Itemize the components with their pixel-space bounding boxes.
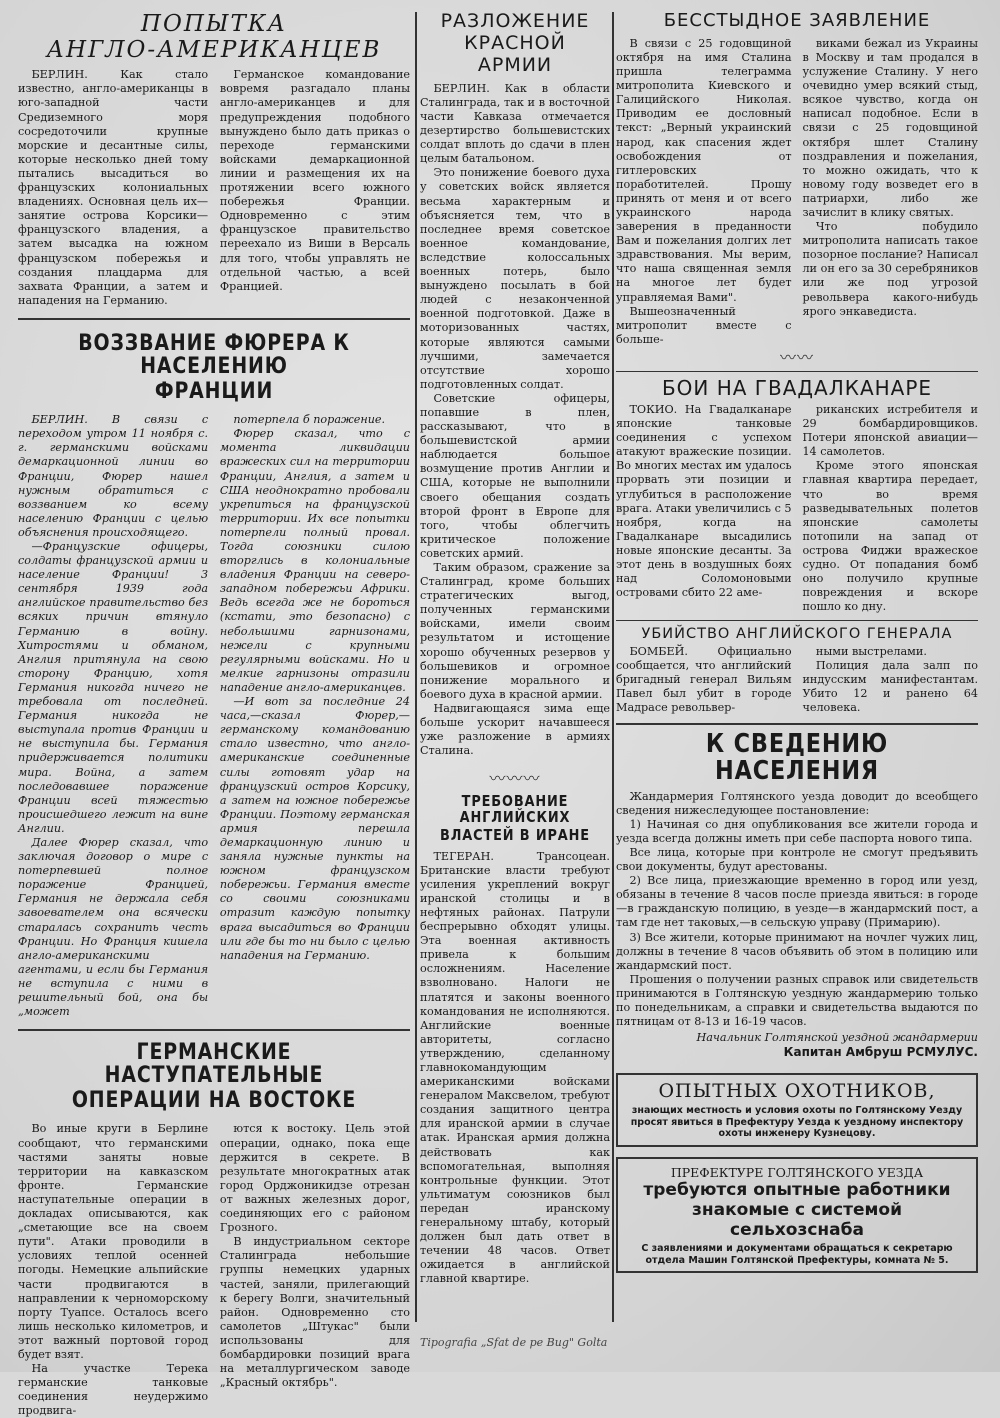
signature-line-2: Капитан Амбруш РСМУЛУС. — [783, 1045, 978, 1060]
paragraph: Жандармерия Голтянского уезда доводит до всеобщего сведения нижеследующее постановление: — [616, 789, 978, 817]
headline-line-1: РАЗЛОЖЕНИЕ — [440, 10, 590, 32]
paragraph: ются к востоку. Цель этой операции, однако, пока еще держится в секрете. В результате многократных атак город Орджоникидзе отрезан от важных железных дорог, соединяющих его с районом Грозного. — [219, 1122, 410, 1235]
notice-body — [616, 790, 978, 1030]
paragraph: ТОКИО. На Гвадалканаре японские танковые соединения с успехом атакуют вражеские позиции. Во многих местах им удалось прорвать эти позиции и углубиться в расположение врага. Атаки увеличились с 5 ноября, когда на Гвадалканаре высадились новые японские десанты. За этот день в воздушных боях над Соломоновыми островами сбито 22 аме- — [616, 402, 792, 600]
article-body-left — [18, 1122, 208, 1418]
article-general-murder — [616, 627, 978, 715]
paragraph: В индустриальном секторе Сталинграда небольшие группы немецких ударных частей, заняли, прилегающий к берегу Волги, значительный район. Одновременно сто самолетов „Штукас" были использованы для бомбардировки позиций врага на металлургическом заводе „Красный октябрь". — [219, 1235, 410, 1390]
headline-line-1: ГЕРМАНСКИЕ НАСТУПАТЕЛЬНЫЕ — [104, 1040, 324, 1089]
article-shameless-statement — [616, 12, 978, 347]
article-body-left — [18, 413, 208, 1019]
paragraph: Что побудило митрополита написать такое позорное послание? Написал ли он его за 30 серебряников или же под угрозой револьвера какого-нибудь ярого энкаведиста. — [802, 220, 978, 318]
headline: К СВЕДЕНИЮ НАСЕЛЕНИЯ — [705, 729, 889, 787]
column-rule-2 — [612, 12, 614, 1322]
paragraph: Таким образом, сражение за Сталинград, кроме больших стратегических выгод, полученных германскими войсками, имели своим результатом и истощение хорошо обученных резервов у большевиков и огромное понижение морального и боевого духа в красной армии. — [420, 561, 610, 701]
article-body-right — [802, 403, 978, 614]
divider — [616, 371, 978, 372]
headline: БОИ НА ГВАДАЛКАНАРЕ — [661, 375, 933, 400]
headline-line-1: ПОПЫТКА — [140, 11, 288, 37]
article-red-army-decay — [420, 12, 610, 758]
paragraph: Полиция дала залп по индусским манифестантам. Убито 12 и ранено 64 человека. — [802, 658, 978, 714]
signature-line-1: Начальник Голтянской уездной жандармерии — [696, 1031, 978, 1045]
ad-title: ОПЫТНЫХ ОХОТНИКОВ, — [658, 1080, 936, 1103]
paragraph: Далее Фюрер сказал, что заключая договор о мире с потерпевшей полное поражение Францией, Германия не держала себя завоевателем она всячески старалась сохранить честь Франции. Но Франция кишела англо-американскими агентами, и если бы Германия не вступила с ними в решительный бой, она бы „может — [18, 835, 209, 1019]
column-middle — [420, 10, 610, 1286]
notice-to-population — [616, 731, 978, 1059]
wavy-divider: 〰〰〰 — [489, 769, 541, 789]
headline-line-2: КРАСНОЙ — [464, 31, 566, 54]
article-body-left — [616, 403, 792, 614]
article-guadalcanal — [616, 375, 978, 614]
wavy-divider: 〰〰 — [779, 347, 814, 367]
headline: БЕССТЫДНОЕ ЗАЯВЛЕНИЕ — [663, 10, 931, 31]
paragraph: риканских истребителя и 29 бомбардировщиков. Потери японской авиации—14 самолетов. — [802, 402, 978, 459]
paragraph: ТЕГЕРАН. Трансоцеан. Британские власти требуют усиления укреплений вокруг иранской столицы и в нефтяных районах. Патрули беспрерывно обходят улицы. Эта военная активность привела к большим осложнениям. Население взволновано. Налоги не платятся и законы военного командования не исполняются. Английские военные авторитеты, согласно утверждению, сделанному главнокомандующим американскими войсками генералом Макcвелом, требуют создания защитного центра для иранской армии в случае атак. Иранская армия должна действовать как вспомогательная, выполняя контрольные функции. Этот ультиматум союзников был передан иранскому генеральному штабу, который должен был дать ответ в течении 48 часов. Ответ ожидается в английской главной квартире. — [420, 849, 610, 1286]
paragraph: —Французские офицеры, солдаты французской армии и население Франции! 3 сентября 1939 года английское правительство без всяких причин втянуло Германию в войну. Хитростями и обманом, Англия притянула на свою сторону Францию, хотя Германия никогда ничего не требовала от последней. Германия никогда не выступала против Франции и не выступила бы. Германия придерживается политики мира. Война, а затем последовавшее поражение Франции всей тяжестью происшедшего лежит на вине Англии. — [18, 540, 209, 835]
headline-line-1: ВОЗЗВАНИЕ ФЮРЕРА К НАСЕЛЕНИЮ — [78, 330, 350, 379]
ad-workers-box — [616, 1157, 978, 1274]
paragraph: Германское командование вовремя разгадало планы англо-американцев и для предупреждения подобного вынуждено было дать приказ о переходе германскими войсками демаркационной линии и размещения их на протяжении всего южного побережья Франции. Одновременно с этим французское правительство переехало из Виши в Версаль для того, чтобы управлять не отдельной частью, а всей Францией. — [219, 68, 410, 293]
paragraph: Во иные круги в Берлине сообщают, что германскими частями заняты новые территории на кавказском фронте. Германские наступательные операции в докладах описываются, как „сметающие все на своем пути". Атаки проводили в условиях теплой осенней погоды. Немецкие альпийские части продвигаются в направлении к черноморскому порту Туапсе. Осталось всего лишь несколько километров, и этот важный портовой город будет взят. — [18, 1122, 209, 1361]
article-body — [420, 850, 610, 1287]
article-body — [420, 82, 610, 759]
ad-top-line: ПРЕФЕКТУРЕ ГОЛТЯНСКОГО УЕЗДА — [670, 1164, 924, 1180]
paragraph: потерпела б поражение. — [233, 413, 386, 427]
paragraph: Советские офицеры, попавшие в плен, рассказывают, что в большевистской армии наблюдается большое возмущение против Англии и США, которые не выполнили своего обещания создать второй фронт в Европе для того, чтобы облегчить критическое положение советских армий. — [420, 391, 610, 560]
paragraph: ными выстрелами. — [815, 644, 927, 658]
column-right — [616, 10, 978, 1273]
column-rule-1 — [415, 12, 417, 1322]
headline-line-2: ОПЕРАЦИИ НА ВОСТОКЕ — [71, 1088, 357, 1114]
paragraph: На участке Терека германские танковые соединения неудержимо продвига- — [18, 1362, 209, 1418]
paragraph: 3) Все жители, которые принимают на ночлег чужих лиц, должны в течение 8 часов объявить об этом в полицию или жандармский пост. — [616, 930, 978, 972]
divider — [616, 620, 978, 621]
paragraph: БЕРЛИН. Как в области Сталинграда, так и в восточной части Кавказа отмечается дезертирство большевистских солдат вплоть до сдачи в плен целым батальоном. — [420, 81, 610, 166]
article-german-offensive — [18, 1041, 410, 1418]
paragraph: Надвигающаяся зима еще больше ускорит начавшееся уже разложение в армиях Сталина. — [420, 701, 610, 758]
ad-title-line-1: требуются опытные работники — [643, 1180, 951, 1201]
ad-text: знающих местность и условия охоты по Голтянскому Уезду просят явиться в Префектуру Уезда к уездному инспектору охоты инженеру Кузнецову. — [630, 1105, 964, 1140]
article-body-right — [220, 413, 410, 1019]
paragraph: БЕРЛИН. В связи с переходом утром 11 ноября с. г. германскими войсками демаркационной линии во Франции, Фюрер нашел нужным обратиться с воззванием ко всему населению Франции с целью объяснения происходящего. — [18, 413, 209, 539]
headline-line-2: ФРАНЦИИ — [154, 379, 274, 405]
headline-line-2: ВЛАСТЕЙ В ИРАНЕ — [440, 825, 590, 844]
paragraph: Фюрер сказал, что с момента ликвидации вражеских сил на территории Франции, Англия, а затем и США неоднократно пробовали укрепиться на французской территории. Их все попытки потерпели полный провал. Тогда союзники силою вторглись в колониальные владения Франции на северо-западном побережьи Африки. Ведь всегда же не бороться (кстати, это безопасно) с небольшими гарнизонами, нежели с крупными регулярными войсками. Но и мелкие гарнизоны отразили нападение англо-американцев. — [219, 427, 410, 694]
paragraph: Это понижение боевого духа у советских войск является весьма характерным и объясняется тем, что в последнее время советское военное командование, вследствие колоссальных военных потерь, было вынуждено посылать в бой людей с незаконченной военной подготовкой. Даже в моторизованных частях, которые являются самыми лучшими, замечается отсутствие хорошо подготовленных солдат. — [420, 166, 610, 391]
paragraph: Прошения о получении разных справок или свидетельств принимаются в Голтянскую уездную жандармерию только по понедельникам, а справки и свидетельства выдаются по пятницам от 8-13 и 16-19 часов. — [616, 972, 978, 1029]
paragraph: Все лица, которые при контроле не смогут предъявить свои документы, будут арестованы. — [616, 846, 978, 874]
article-body-left — [18, 68, 208, 308]
divider — [18, 318, 410, 320]
article-body-right — [802, 645, 978, 715]
column-left — [18, 10, 410, 1418]
article-fuhrer-appeal — [18, 332, 410, 1019]
ad-text: С заявлениями и документами обращаться к секретарю отдела Машин Голтянской Префектуры, комната № 5. — [641, 1243, 953, 1266]
headline-line-1: ТРЕБОВАНИЕ АНГЛИЙСКИХ — [459, 792, 571, 827]
headline-line-3: АРМИИ — [477, 53, 553, 76]
paragraph: виками бежал из Украины в Москву и там продался в услужение Сталину. У него очевидно умер всякий стыд, всякое чувство, когда он написал подобное. Если в связи с 25 годовщиной октября шлет Сталину поздравления и пожелания, то можно ожидать, что к новому году возведет его в патриархи, либо же зачислит в клику святых. — [802, 36, 978, 220]
article-body-left — [616, 37, 792, 347]
paragraph: БОМБЕЙ. Официально сообщается, что английский бригадный генерал Вильям Павел был убит в городе Мадрасе револьвер- — [616, 644, 792, 714]
headline: УБИЙСТВО АНГЛИЙСКОГО ГЕНЕРАЛА — [641, 626, 953, 643]
paragraph: Вышеозначенный митрополит вместе с больше- — [616, 304, 792, 346]
paragraph: —И вот за последние 24 часа,—сказал Фюрер,—германскому командованию стало известно, что англо-американские соединенные силы готовят удар на французский остров Корсику, а затем на южное побережье Франции. Поэтому германская армия перешла демаркационную линию и заняла нужные пункты на южном французском побережьи. Германия вместе со своими союзниками отразит каждую попытку врага высадиться во Франции или где бы то ни было с целью нападения на Германию. — [219, 695, 410, 962]
ad-hunters-box — [616, 1073, 978, 1147]
article-body-right — [220, 68, 410, 308]
article-body-right — [220, 1122, 410, 1418]
divider — [18, 1029, 410, 1031]
article-body-right — [802, 37, 978, 347]
paragraph: БЕРЛИН. Как стало известно, англо-американцы в юго-западной части Средиземного моря сосредоточили крупные морские и десантные силы, которые несколько дней тому пытались высадиться во французских колониальных владениях. Основная цель их—занятие острова Корсики—французского владения, а затем высадка на южном французском побережья и создания плацдарма для захвата Франции, а затем и нападения на Германию. — [18, 68, 209, 307]
headline-line-2: АНГЛО-АМЕРИКАНЦЕВ — [46, 37, 382, 64]
article-iran-demand — [420, 794, 610, 1286]
printer-imprint: Tipografia „Sfat de pe Bug" Golta — [420, 1336, 608, 1349]
paragraph: 2) Все лица, приезжающие временно в город или уезд, обязаны в течение 8 часов после приезда явиться: в городе—в гражданскую полицию, в уезде—в жандармский пост, а там где нет таковых,—в сельскую управу (Примарию). — [616, 874, 978, 930]
ad-title-line-2: знакомые с системой сельхозснаба — [692, 1200, 902, 1241]
paragraph: В связи с 25 годовщиной октября на имя Сталина пришла телеграмма митрополита Киевского и Галицийского Николая. Приводим ее дословный текст: „Верный украинский народ, как спасения ждет освобождения от гитлеровских поработителей. Прошу принять от меня и от всего украинского народа заверения в преданности Вам и пожелания долгих лет здравствования. Мы верим, что наша священная земля на многое лет будет управляемая Вами". — [616, 36, 792, 304]
article-anglo-american-attempt — [18, 12, 410, 308]
article-body-left — [616, 645, 792, 715]
paragraph: 1) Начиная со дня опубликования все жители города и уезда всегда должны иметь при себе паспорта нового типа. — [616, 817, 978, 845]
paragraph: Кроме этого японская главная квартира передает, что во время разведывательных полетов японские самолеты потопили на запад от острова Фиджи вражеское судно. От попадания бомб оно получило крупные повреждения и вскоре пошло ко дну. — [802, 459, 978, 614]
divider — [616, 723, 978, 725]
